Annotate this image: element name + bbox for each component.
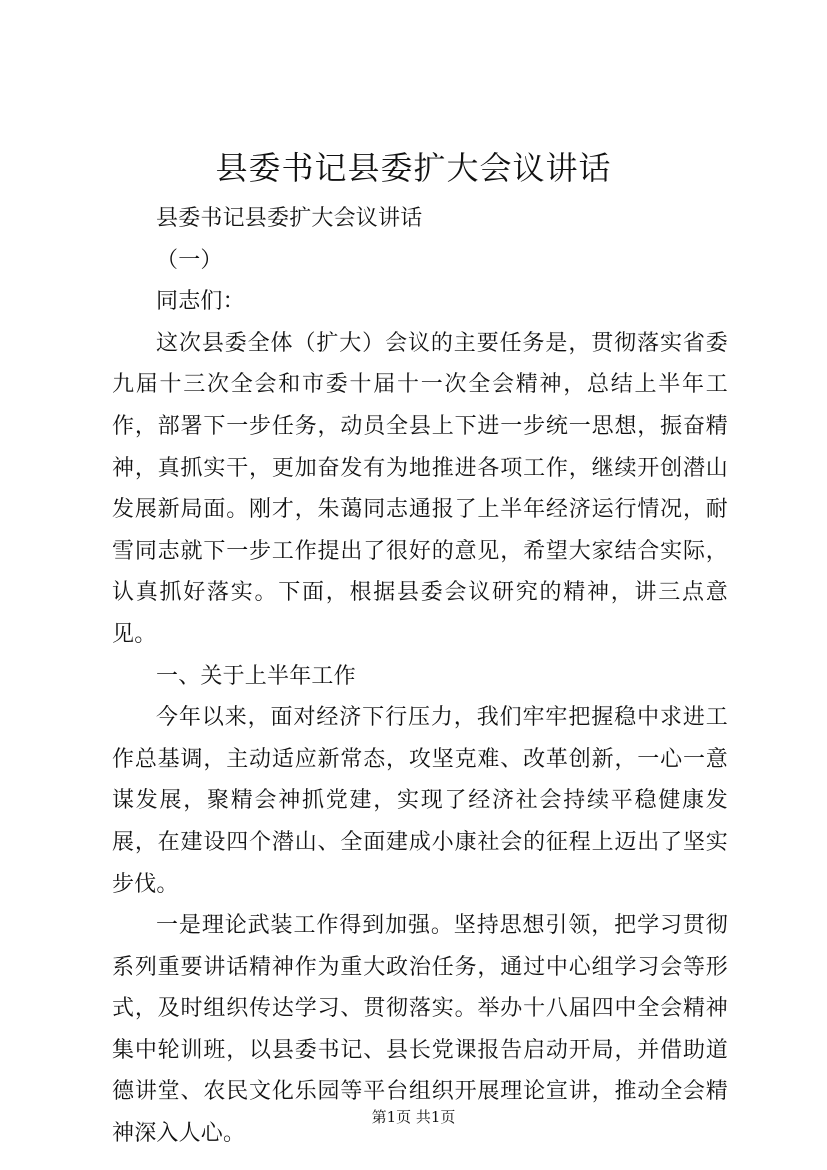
document-body	[112, 198, 728, 1155]
section-number-paragraph: （一）	[156, 247, 223, 273]
section-heading-paragraph: 一、关于上半年工作	[156, 663, 356, 689]
document-title: 县委书记县委扩大会议讲话	[215, 149, 612, 187]
theory-paragraph: 一是理论武装工作得到加强。坚持思想引领，把学习贯彻系列重要讲话精神作为重大政治任务，通过中心组学习会等形式，及时组织传达学习、贯彻落实。举办十八届四中全会精神集中轮训班，以县委书记、县长党课报告启动开局，并借助道德讲堂、农民文化乐园等平台组织开展理论宣讲，推动全会精神深入人心。	[112, 913, 728, 1147]
summary-paragraph: 今年以来，面对经济下行压力，我们牢牢把握稳中求进工作总基调，主动适应新常态，攻坚克难、改革创新，一心一意谋发展，聚精会神抓党建，实现了经济社会持续平稳健康发展，在建设四个潜山、全面建成小康社会的征程上迈出了坚实步伐。	[112, 705, 728, 897]
subtitle-paragraph: 县委书记县委扩大会议讲话	[156, 206, 423, 231]
salutation-paragraph: 同志们：	[156, 289, 245, 315]
page-footer: 第1页 共1页	[371, 1108, 456, 1126]
intro-paragraph: 这次县委全体（扩大）会议的主要任务是，贯彻落实省委九届十三次全会和市委十届十一次全会精神，总结上半年工作，部署下一步任务，动员全县上下进一步统一思想，振奋精神，真抓实干，更加奋发有为地推进各项工作，继续开创潜山发展新局面。刚才，朱蔼同志通报了上半年经济运行情况，耐雪同志就下一步工作提出了很好的意见，希望大家结合实际，认真抓好落实。下面，根据县委会议研究的精神，讲三点意见。	[112, 330, 728, 647]
